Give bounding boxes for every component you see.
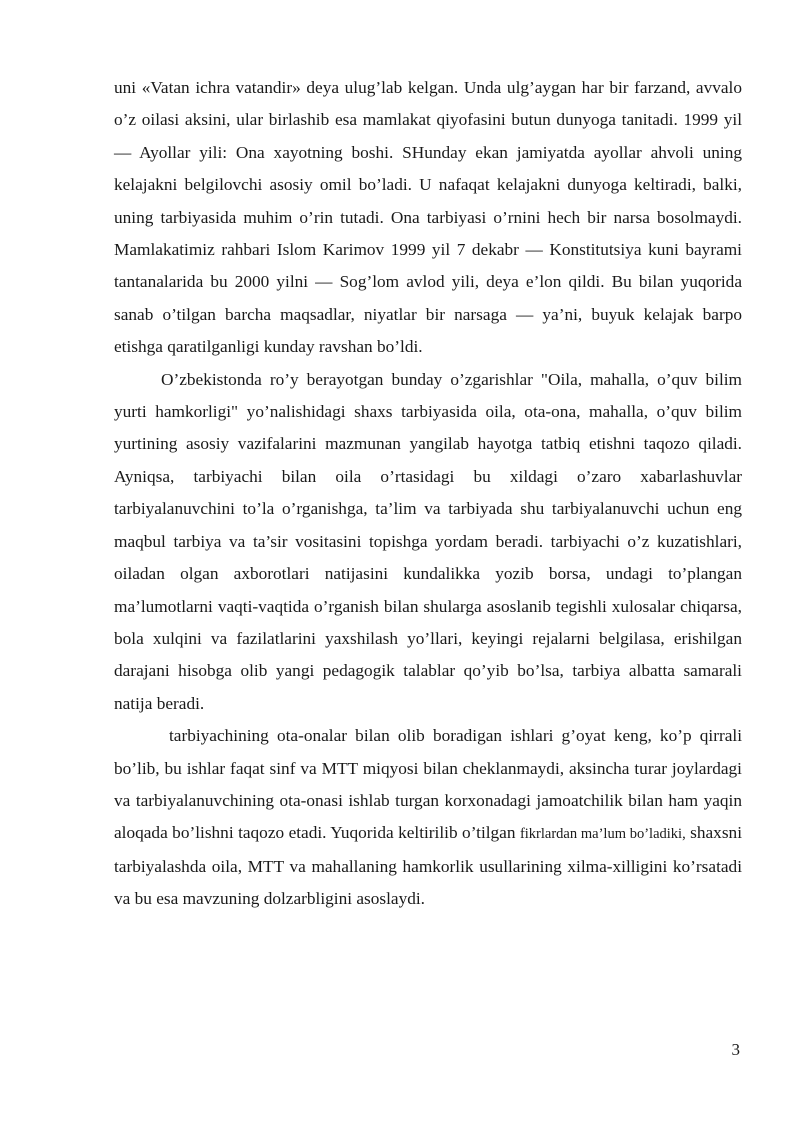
paragraph-3: [114, 720, 742, 915]
paragraph-1: uni «Vatan ichra vatandir» deya ulug’lab kelgan. Unda ulg’aygan har bir farzand, avvalo o’z oilasi aksini, ular birlashib esa mamlakat qiyofasini butun dunyoga tanitadi. 1999 yil — Ayollar yili: Ona xayotning boshi. SHunday ekan jamiyatda ayollar ahvoli uning kelajakni belgilovchi asosiy omil bo’ladi. U nafaqat kelajakni dunyoga keltiradi, balki, uning tarbiyasida muhim o’rin tutadi. Ona tarbiyasi o’rnini hech bir narsa bosolmaydi. Mamlakatimiz rahbari Islom Karimov 1999 yil 7 dekabr — Konstitutsiya kuni bayrami tantanalarida bu 2000 yilni — Sog’lom avlod yili, deya e’lon qildi. Bu bilan yuqorida sanab o’tilgan barcha maqsadlar, niyatlar bir narsaga — ya’ni, buyuk kelajak barpo etishga qaratilganligi kunday ravshan bo’ldi.: [114, 78, 742, 357]
paragraph-3-text-end: shaxsni tarbiyalashda oila, MTT va mahallaning hamkorlik usullarining xilma-xilligini ko’rsatadi va bu esa mavzuning dolzarbligini asoslaydi.: [114, 823, 742, 909]
paragraph-3-small-text: fikrlardan ma’lum bo’ladiki,: [519, 826, 686, 843]
paragraph-2: O’zbekistonda ro’y berayotgan bunday o’zgarishlar "Oila, mahalla, o’quv bilim yurti hamkorligi" yo’nalishidagi shaxs tarbiyasida oila, ota-ona, mahalla, o’quv bilim yurtining asosiy vazifalarini mazmunan yangilab hayotga tatbiq etishni taqozo qiladi. Ayniqsa, tarbiyachi bilan oila o’rtasidagi bu xildagi o’zaro xabarlashuvlar tarbiyalanuvchini to’la o’rganishga, ta’lim va tarbiyada shu tarbiyalanuvchi uchun eng maqbul tarbiya va ta’sir vositasini topishga yordam beradi. tarbiyachi o’z kuzatishlari, oiladan olgan axborotlari natijasini kundalikka yozib borsa, undagi to’plangan ma’lumotlarni vaqti-vaqtida o’rganish bilan shularga asoslanib tegishli xulosalar chiqarsa, bola xulqini va fazilatlarini yaxshilash yo’llari, keyingi rejalarni belgilasa, erishilgan darajani hisobga olib yangi pedagogik talablar qo’yib bo’lsa, tarbiya albatta samarali natija beradi.: [114, 369, 742, 713]
document-page: [114, 72, 742, 916]
paragraph-3-text-start: tarbiyachining ota-onalar bilan olib boradigan ishlari g’oyat keng, ko’p qirrali bo’lib, bu ishlar faqat sinf va MTT miqyosi bilan cheklanmaydi, aksincha turar joylardagi va tarbiyalanuvchining ota-onasi ishlab turgan korxonadagi jamoatchilik bilan ham yaqin aloqada bo’lishni taqozo etadi. Yuqorida keltirilib o’tilgan: [114, 726, 742, 843]
page-number: 3: [731, 1040, 740, 1059]
